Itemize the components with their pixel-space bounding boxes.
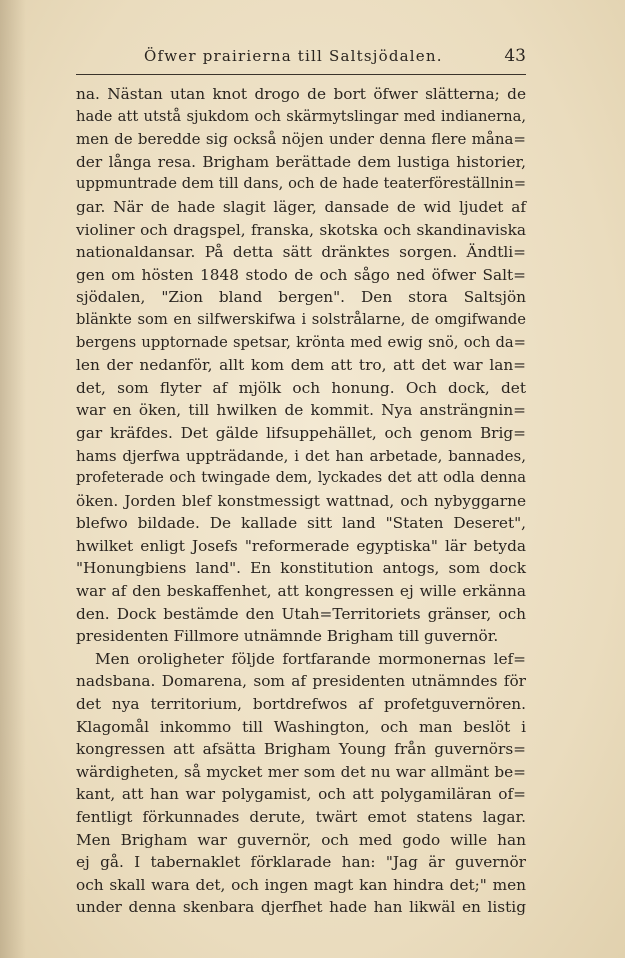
text-line: nationaldansar. På detta sätt dränktes sorgen. Ändtli= — [76, 243, 526, 262]
text-line: hwilket enligt Josefs "reformerade egyptiska" lär betyda — [76, 536, 526, 555]
page-header — [76, 46, 526, 70]
text-line: wärdigheten, så mycket mer som det nu war allmänt be= — [76, 762, 526, 781]
text-line: violiner och dragspel, franska, skotska och skandinaviska — [76, 220, 526, 239]
text-line: presidenten Fillmore utnämnde Brigham till guvernör. — [76, 627, 499, 646]
body-text — [76, 83, 526, 919]
text-line: det nya territorium, bortdrefwos af profetguvernören. — [76, 695, 526, 714]
binding-shadow — [0, 0, 26, 958]
header-rule — [76, 74, 526, 75]
text-line: uppmuntrade dem till dans, och de hade teaterföreställnin= — [76, 175, 526, 193]
text-line: Men Brigham war guvernör, och med godo wille han — [76, 830, 526, 849]
text-line: gen om hösten 1848 stodo de och sågo ned öfwer Salt= — [76, 265, 526, 284]
text-line: hade att utstå sjukdom och skärmytslingar med indianerna, — [76, 107, 526, 125]
paragraph-start-line: Men oroligheter följde fortfarande mormonernas lef= — [95, 649, 526, 668]
text-line: der långa resa. Brigham berättade dem lustiga historier, — [76, 152, 526, 171]
text-line: öken. Jorden blef konstmessigt wattnad, och nybyggarne — [76, 491, 526, 510]
text-line: ej gå. I tabernaklet förklarade han: "Jag är guvernör — [76, 853, 526, 872]
text-line: nadsbana. Domarena, som af presidenten utnämndes för — [76, 672, 526, 691]
text-line: gar. När de hade slagit läger, dansade de wid ljudet af — [76, 197, 526, 216]
text-line: hams djerfwa uppträdande, i det han arbetade, bannades, — [76, 446, 526, 465]
text-line: sjödalen, "Zion bland bergen". Den stora Saltsjön — [76, 288, 526, 307]
text-line: och skall wara det, och ingen magt kan hindra det;" men — [76, 875, 526, 894]
page-number: 43 — [504, 46, 526, 66]
text-line: den. Dock bestämde den Utah=Territoriets gränser, och — [76, 604, 526, 623]
text-line: war af den beskaffenhet, att kongressen ej wille erkänna — [76, 582, 526, 601]
text-line: fentligt förkunnades derute, twärt emot statens lagar. — [76, 808, 526, 826]
text-line: war en öken, till hwilken de kommit. Nya ansträngnin= — [76, 401, 526, 420]
text-line: kongressen att afsätta Brigham Young från guvernörs= — [76, 740, 526, 759]
text-line: gar kräfdes. Det gälde lifsuppehället, och genom Brig= — [76, 423, 526, 442]
text-line: profeterade och twingade dem, lyckades det att odla denna — [76, 469, 526, 487]
text-line: bergens upptornade spetsar, krönta med ewig snö, och da= — [76, 333, 526, 351]
text-line: "Honungbiens land". En konstitution antogs, som dock — [76, 559, 526, 578]
text-line: det, som flyter af mjölk och honung. Och dock, det — [76, 378, 526, 397]
text-line: men de beredde sig också nöjen under denna flere måna= — [76, 130, 526, 149]
text-line: blänkte som en silfwerskifwa i solstrålarne, de omgifwande — [76, 310, 526, 328]
text-line: na. Nästan utan knot drogo de bort öfwer slätterna; de — [76, 85, 526, 103]
text-line: under denna skenbara djerfhet hade han likwäl en listig — [76, 898, 526, 917]
text-line: kant, att han war polygamist, och att polygamiläran of= — [76, 785, 526, 804]
text-line: Klagomål inkommo till Washington, och man beslöt i — [76, 717, 526, 736]
text-line: len der nedanför, allt kom dem att tro, att det war lan= — [76, 356, 526, 375]
text-line: blefwo bildade. De kallade sitt land "Staten Deseret", — [76, 514, 526, 533]
running-title: Öfwer prairierna till Saltsjödalen. — [144, 47, 443, 65]
